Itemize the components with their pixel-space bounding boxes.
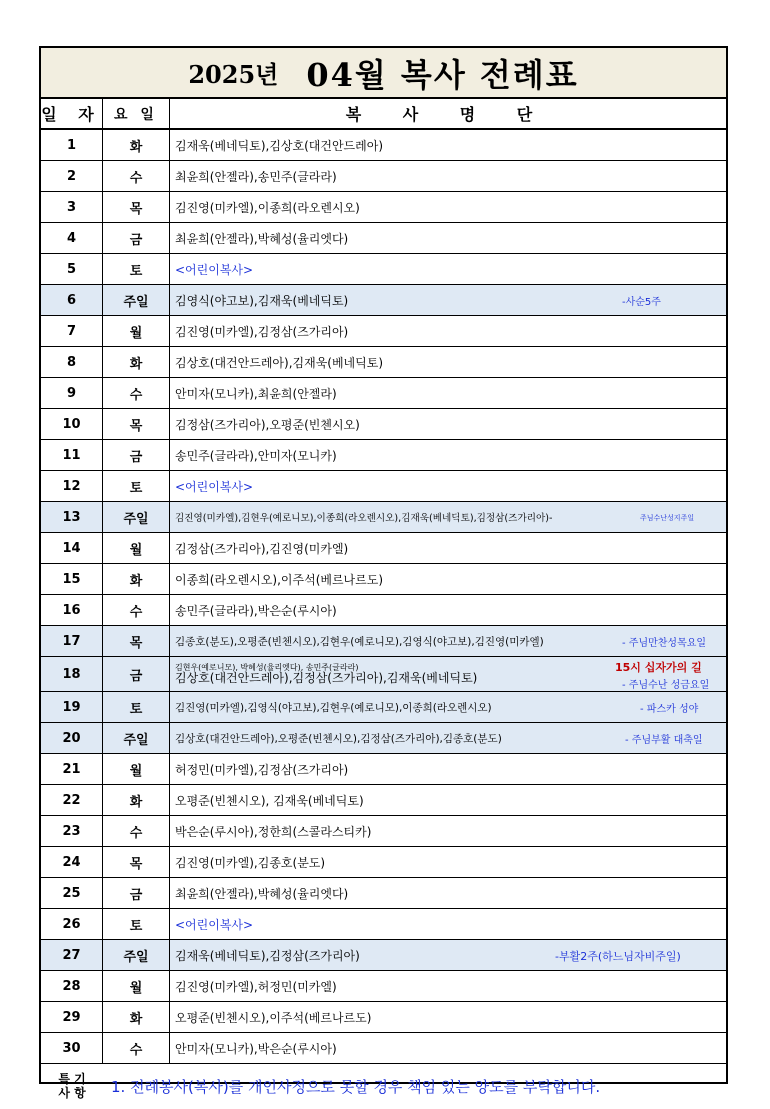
- table-row: [41, 285, 726, 316]
- row-names: 이종희(라오렌시오),이주석(베르나르도): [175, 572, 384, 587]
- row-names: 김진영(미카엘),이종희(라오렌시오): [175, 200, 360, 215]
- row-names: 안미자(모니카),최윤희(안젤라): [175, 386, 337, 401]
- row-names: 김정삼(즈가리아),오평준(빈첸시오): [175, 417, 360, 432]
- row-names: <어린이복사>: [175, 262, 254, 277]
- table-row: [41, 130, 726, 161]
- row-day: 20: [41, 723, 103, 753]
- row-weekday: 화: [103, 130, 170, 160]
- table-row: [41, 502, 726, 533]
- table-row: [41, 626, 726, 657]
- table-row: [41, 692, 726, 723]
- row-note: - 파스카 성야: [640, 704, 699, 715]
- row-names-cell: [170, 847, 726, 877]
- table-row: [41, 471, 726, 502]
- row-note: - 주님부활 대축일: [625, 735, 703, 746]
- row-names-cell: [170, 878, 726, 908]
- row-names: 김진영(미카엘),김현우(예로니모),이종희(라오렌시오),김재욱(베네딕토),김정삼(즈가리아)-: [175, 513, 553, 524]
- row-names-cell: [170, 816, 726, 846]
- row-day: 30: [41, 1033, 103, 1063]
- row-names-cell: [170, 471, 726, 501]
- row-names-cell: [170, 692, 726, 722]
- row-names: 김진영(미카엘),김영식(야고보),김현우(예로니모),이종희(라오렌시오): [175, 701, 492, 714]
- row-weekday: 토: [103, 471, 170, 501]
- table-row: [41, 816, 726, 847]
- row-names-cell: [170, 223, 726, 253]
- row-day: 25: [41, 878, 103, 908]
- page-title: [41, 48, 726, 99]
- row-names-cell: [170, 564, 726, 594]
- row-names: 오평준(빈첸시오),이주석(베르나르도): [175, 1010, 372, 1025]
- table-row: [41, 971, 726, 1002]
- row-names: 김정삼(즈가리아),김진영(미카엘): [175, 541, 349, 556]
- row-names: 송민주(글라라),박은순(루시아): [175, 603, 337, 618]
- row-weekday: 수: [103, 378, 170, 408]
- row-names: 최윤희(안젤라),송민주(글라라): [175, 169, 337, 184]
- row-names: <어린이복사>: [175, 917, 254, 932]
- row-day: 8: [41, 347, 103, 377]
- row-weekday: 월: [103, 533, 170, 563]
- row-weekday: 화: [103, 785, 170, 815]
- title-main: 04월 복사 전례표: [306, 55, 579, 94]
- row-names: 김재욱(베네딕토),김정삼(즈가리아): [175, 948, 360, 963]
- row-names-cell: [170, 378, 726, 408]
- row-day: 11: [41, 440, 103, 470]
- row-day: 27: [41, 940, 103, 970]
- row-day: 9: [41, 378, 103, 408]
- row-weekday: 주일: [103, 502, 170, 532]
- row-weekday: 수: [103, 161, 170, 191]
- row-names: 박은순(루시아),정한희(스콜라스티카): [175, 824, 372, 839]
- row-names-cell: [170, 626, 726, 656]
- row-day: 10: [41, 409, 103, 439]
- table-row: [41, 223, 726, 254]
- row-weekday: 금: [103, 440, 170, 470]
- row-weekday: 토: [103, 692, 170, 722]
- row-names-cell: [170, 347, 726, 377]
- table-row: [41, 595, 726, 626]
- row-names-cell: [170, 940, 726, 970]
- table-row: [41, 657, 726, 692]
- row-names-cell: [170, 533, 726, 563]
- footer-label: [41, 1073, 103, 1101]
- footer-label-line1: 특 기: [58, 1071, 86, 1086]
- row-names-cell: [170, 1002, 726, 1032]
- names-stack: [175, 664, 477, 685]
- row-day: 18: [41, 657, 103, 691]
- row-names: 안미자(모니카),박은순(루시아): [175, 1041, 337, 1056]
- title-year: 2025년: [188, 60, 279, 89]
- table-row: [41, 564, 726, 595]
- row-weekday: 금: [103, 223, 170, 253]
- row-names-cell: [170, 909, 726, 939]
- altar-server-schedule: [39, 46, 728, 1100]
- row-names: 김진영(미카엘),허정민(미카엘): [175, 979, 337, 994]
- row-day: 12: [41, 471, 103, 501]
- row-day: 22: [41, 785, 103, 815]
- row-names-cell: [170, 657, 726, 691]
- row-weekday: 주일: [103, 723, 170, 753]
- table-row: [41, 1033, 726, 1064]
- table-row: [41, 192, 726, 223]
- row-day: 3: [41, 192, 103, 222]
- row-weekday: 주일: [103, 940, 170, 970]
- row-names: 김상호(대건안드레아),오평준(빈첸시오),김정삼(즈가리아),김종호(분도): [175, 732, 502, 745]
- row-names: 허정민(미카엘),김정삼(즈가리아): [175, 762, 349, 777]
- row-names-cell: [170, 254, 726, 284]
- row-weekday: 토: [103, 909, 170, 939]
- row-day: 2: [41, 161, 103, 191]
- table-row: [41, 785, 726, 816]
- row-note: -사순5주: [622, 297, 661, 308]
- row-names-top: 김현우(예로니모), 박혜성(율리엣다), 송민주(글라라): [175, 662, 359, 672]
- row-day: 24: [41, 847, 103, 877]
- row-day: 19: [41, 692, 103, 722]
- row-weekday: 토: [103, 254, 170, 284]
- footer-text: 1. 전례봉사(복사)를 개인사정으로 못할 경우 책임 있는 양도를 부탁합니다.: [111, 1078, 601, 1096]
- row-names-cell: [170, 785, 726, 815]
- row-day: 7: [41, 316, 103, 346]
- row-names: 최윤희(안젤라),박혜성(율리엣다): [175, 886, 349, 901]
- row-names: 최윤희(안젤라),박혜성(율리엣다): [175, 231, 349, 246]
- table-row: [41, 754, 726, 785]
- row-weekday: 월: [103, 316, 170, 346]
- table-header: [41, 99, 726, 130]
- row-names: 김상호(대건안드레아),김정삼(즈가리아),김재욱(베네딕토): [175, 670, 478, 685]
- row-day: 17: [41, 626, 103, 656]
- row-weekday: 금: [103, 657, 170, 691]
- table-row: [41, 940, 726, 971]
- row-note: - 주님수난 성금요일: [622, 680, 710, 691]
- row-weekday: 목: [103, 626, 170, 656]
- table-row: [41, 161, 726, 192]
- row-weekday: 화: [103, 1002, 170, 1032]
- row-weekday: 월: [103, 971, 170, 1001]
- row-weekday: 수: [103, 595, 170, 625]
- row-names-cell: [170, 723, 726, 753]
- row-day: 21: [41, 754, 103, 784]
- header-names: 복 사 명 단: [345, 105, 551, 124]
- row-day: 15: [41, 564, 103, 594]
- row-names-cell: [170, 192, 726, 222]
- table-row: [41, 378, 726, 409]
- row-names-cell: [170, 502, 726, 532]
- table-row: [41, 1002, 726, 1033]
- footer-label-line2: 사 항: [58, 1085, 86, 1100]
- table-row: [41, 878, 726, 909]
- row-names-cell: [170, 409, 726, 439]
- row-weekday: 수: [103, 1033, 170, 1063]
- table-row: [41, 440, 726, 471]
- row-day: 29: [41, 1002, 103, 1032]
- row-note: - 주님만찬성목요일: [622, 638, 707, 649]
- row-names-cell: [170, 130, 726, 160]
- row-day: 1: [41, 130, 103, 160]
- table-row: [41, 847, 726, 878]
- row-names: 김상호(대건안드레아),김재욱(베네딕토): [175, 355, 384, 370]
- row-names: <어린이복사>: [175, 479, 254, 494]
- row-day: 23: [41, 816, 103, 846]
- row-names: 김종호(분도),오평준(빈첸시오),김현우(예로니모),김영식(야고보),김진영(미카엘): [175, 635, 544, 648]
- table-row: [41, 254, 726, 285]
- row-note: 주님수난성지주일: [640, 514, 695, 522]
- row-names: 김진영(미카엘),김종호(분도): [175, 855, 326, 870]
- row-names-cell: [170, 161, 726, 191]
- row-weekday: 목: [103, 192, 170, 222]
- row-names: 오평준(빈첸시오), 김재욱(베네딕토): [175, 793, 364, 808]
- schedule-rows: [41, 130, 726, 1064]
- row-day: 5: [41, 254, 103, 284]
- row-names: 김재욱(베네딕토),김상호(대건안드레아): [175, 138, 384, 153]
- row-names-cell: [170, 971, 726, 1001]
- row-note: -부활2주(하느님자비주일): [555, 950, 681, 963]
- row-names-cell: [170, 440, 726, 470]
- row-day: 13: [41, 502, 103, 532]
- header-day: 일 자: [41, 99, 103, 128]
- row-day: 14: [41, 533, 103, 563]
- row-names: 김진영(미카엘),김정삼(즈가리아): [175, 324, 349, 339]
- row-note-top: 15시 십자가의 길: [615, 661, 702, 674]
- row-day: 28: [41, 971, 103, 1001]
- row-names-cell: [170, 754, 726, 784]
- row-names: 송민주(글라라),안미자(모니카): [175, 448, 337, 463]
- row-names: 김영식(야고보),김재욱(베네딕토): [175, 293, 349, 308]
- row-names-cell: [170, 285, 726, 315]
- row-weekday: 목: [103, 409, 170, 439]
- row-weekday: 월: [103, 754, 170, 784]
- table-row: [41, 723, 726, 754]
- row-weekday: 화: [103, 347, 170, 377]
- row-weekday: 목: [103, 847, 170, 877]
- row-day: 6: [41, 285, 103, 315]
- row-weekday: 주일: [103, 285, 170, 315]
- row-names-cell: [170, 595, 726, 625]
- header-weekday: 요 일: [103, 99, 170, 128]
- table-row: [41, 347, 726, 378]
- row-day: 4: [41, 223, 103, 253]
- table-row: [41, 533, 726, 564]
- row-day: 26: [41, 909, 103, 939]
- row-weekday: 화: [103, 564, 170, 594]
- table-row: [41, 316, 726, 347]
- row-day: 16: [41, 595, 103, 625]
- table-row: [41, 909, 726, 940]
- footer-notes: [41, 1064, 726, 1109]
- row-names-cell: [170, 1033, 726, 1063]
- row-weekday: 수: [103, 816, 170, 846]
- row-names-cell: [170, 316, 726, 346]
- row-weekday: 금: [103, 878, 170, 908]
- table-row: [41, 409, 726, 440]
